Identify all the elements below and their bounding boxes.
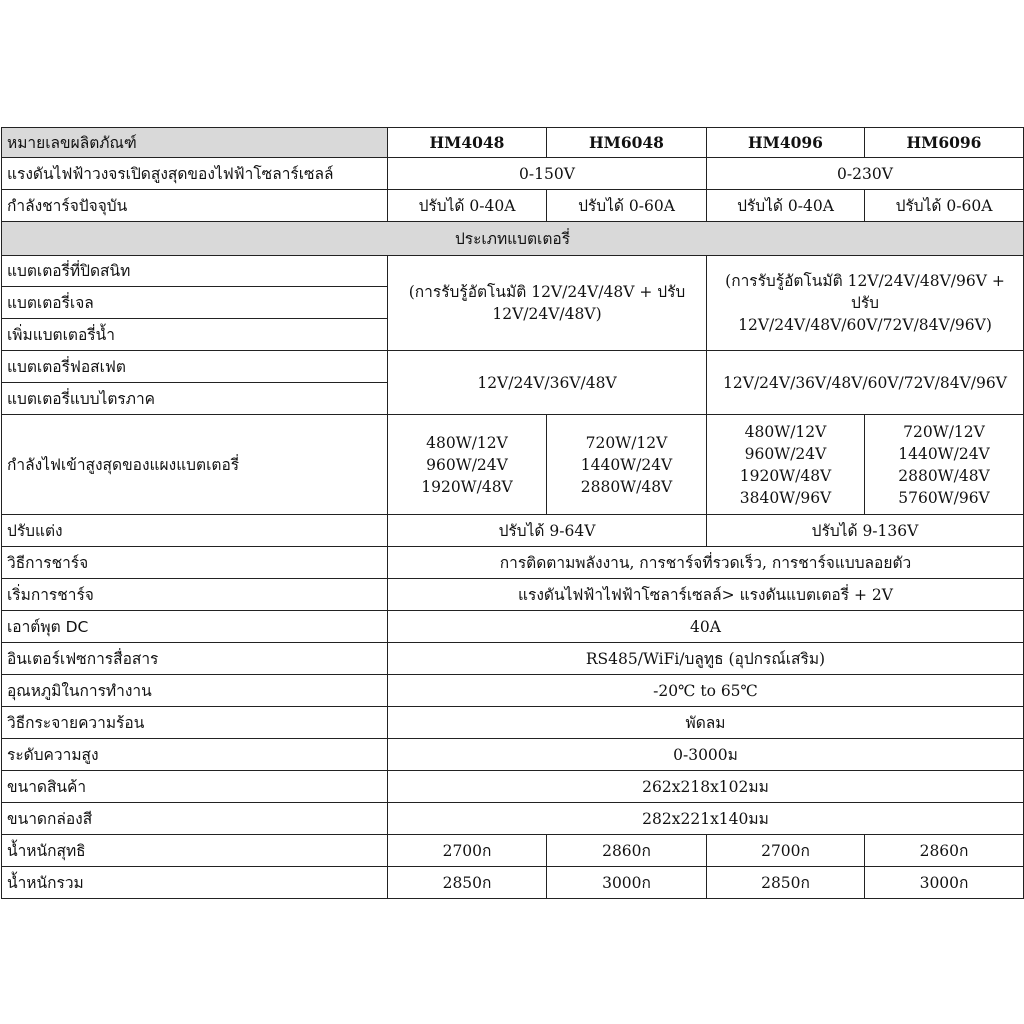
max-pv-power-hm6096 xyxy=(865,415,1024,515)
label-flooded-battery: เพิ่มแบตเตอรี่น้ำ xyxy=(2,319,388,351)
label-model: หมายเลขผลิตภัณฑ์ xyxy=(2,128,388,158)
dc-output-value: 40A xyxy=(388,611,1024,643)
max-pv-power-value: 5760W/96V xyxy=(898,488,990,507)
adjust-48: ปรับได้ 9-64V xyxy=(388,515,707,547)
lithium-voltage-96: 12V/24V/36V/48V/60V/72V/84V/96V xyxy=(707,351,1024,415)
row-sealed xyxy=(2,256,1024,287)
operating-temp-value: -20℃ to 65℃ xyxy=(388,675,1024,707)
max-pv-power-value: 720W/12V xyxy=(585,433,668,452)
row-charge-method xyxy=(2,547,1024,579)
max-pv-power-value: 3840W/96V xyxy=(739,488,832,507)
gross-weight-hm6048: 3000ก xyxy=(547,867,707,899)
label-max-pv-power: กำลังไฟเข้าสูงสุดของแผงแบตเตอรี่ xyxy=(2,415,388,515)
label-gel-battery: แบตเตอรี่เจล xyxy=(2,287,388,319)
row-altitude xyxy=(2,739,1024,771)
altitude-value: 0-3000ม xyxy=(388,739,1024,771)
product-size-value: 262x218x102มม xyxy=(388,771,1024,803)
row-adjust xyxy=(2,515,1024,547)
max-pv-power-hm4048 xyxy=(388,415,547,515)
charge-current-hm4048: ปรับได้ 0-40A xyxy=(388,190,547,222)
label-pv-voltage: แรงดันไฟฟ้าวงจรเปิดสูงสุดของไฟฟ้าโซลาร์เซลล์ xyxy=(2,158,388,190)
model-hm6048: HM6048 xyxy=(547,128,707,158)
row-cooling xyxy=(2,707,1024,739)
gross-weight-hm6096: 3000ก xyxy=(865,867,1024,899)
max-pv-power-hm6048 xyxy=(547,415,707,515)
label-charge-method: วิธีการชาร์จ xyxy=(2,547,388,579)
row-gross-weight xyxy=(2,867,1024,899)
box-size-value: 282x221x140มม xyxy=(388,803,1024,835)
max-pv-power-value: 1440W/24V xyxy=(898,444,990,463)
net-weight-hm6096: 2860ก xyxy=(865,835,1024,867)
net-weight-hm4048: 2700ก xyxy=(388,835,547,867)
charge-current-hm4096: ปรับได้ 0-40A xyxy=(707,190,865,222)
lead-voltage-96-line3: 12V/24V/48V/60V/72V/84V/96V) xyxy=(738,316,992,334)
row-battery-type-header xyxy=(2,222,1024,256)
row-charge-start xyxy=(2,579,1024,611)
gross-weight-hm4048: 2850ก xyxy=(388,867,547,899)
model-hm6096: HM6096 xyxy=(865,128,1024,158)
row-comm xyxy=(2,643,1024,675)
battery-type-header: ประเภทแบตเตอรี่ xyxy=(2,222,1024,256)
max-pv-power-value: 1920W/48V xyxy=(421,477,513,496)
label-cooling: วิธีกระจายความร้อน xyxy=(2,707,388,739)
charge-start-value: แรงดันไฟฟ้าไฟฟ้าโซลาร์เซลล์> แรงดันแบตเตอรี่ + 2V xyxy=(388,579,1024,611)
cooling-value: พัดลม xyxy=(388,707,1024,739)
net-weight-hm6048: 2860ก xyxy=(547,835,707,867)
model-hm4048: HM4048 xyxy=(388,128,547,158)
charge-method-value: การติดตามพลังงาน, การชาร์จที่รวดเร็ว, การชาร์จแบบลอยตัว xyxy=(388,547,1024,579)
max-pv-power-value: 1440W/24V xyxy=(580,455,673,474)
lead-voltage-96 xyxy=(707,256,1024,351)
max-pv-power-value: 2880W/48V xyxy=(580,477,673,496)
max-pv-power-hm4096 xyxy=(707,415,865,515)
lithium-voltage-48: 12V/24V/36V/48V xyxy=(388,351,707,415)
row-net-weight xyxy=(2,835,1024,867)
lead-voltage-96-line1: (การรับรู้อัตโนมัติ 12V/24V/48V/96V + xyxy=(725,272,1005,290)
charge-current-hm6048: ปรับได้ 0-60A xyxy=(547,190,707,222)
row-temp xyxy=(2,675,1024,707)
label-altitude: ระดับความสูง xyxy=(2,739,388,771)
label-comm-interface: อินเตอร์เฟซการสื่อสาร xyxy=(2,643,388,675)
row-pv-voltage xyxy=(2,158,1024,190)
pv-voltage-96: 0-230V xyxy=(707,158,1024,190)
label-product-size: ขนาดสินค้า xyxy=(2,771,388,803)
lead-voltage-48 xyxy=(388,256,707,351)
adjust-96: ปรับได้ 9-136V xyxy=(707,515,1024,547)
label-box-size: ขนาดกล่องสี xyxy=(2,803,388,835)
label-dc-output: เอาต์พุต DC xyxy=(2,611,388,643)
label-ternary-battery: แบตเตอรี่แบบไตรภาค xyxy=(2,383,388,415)
charge-current-hm6096: ปรับได้ 0-60A xyxy=(865,190,1024,222)
row-box xyxy=(2,803,1024,835)
max-pv-power-value: 960W/24V xyxy=(426,455,508,474)
row-lifepo4 xyxy=(2,351,1024,383)
label-net-weight: น้ำหนักสุทธิ xyxy=(2,835,388,867)
label-charge-current: กำลังชาร์จปัจจุบัน xyxy=(2,190,388,222)
max-pv-power-value: 1920W/48V xyxy=(739,466,832,485)
max-pv-power-value: 480W/12V xyxy=(744,422,827,441)
spec-table xyxy=(1,127,1024,899)
model-hm4096: HM4096 xyxy=(707,128,865,158)
label-charge-start: เริ่มการชาร์จ xyxy=(2,579,388,611)
max-pv-power-value: 720W/12V xyxy=(903,422,985,441)
row-charge-current xyxy=(2,190,1024,222)
max-pv-power-value: 480W/12V xyxy=(426,433,508,452)
lead-voltage-96-line2: ปรับ xyxy=(850,294,879,312)
label-sealed-battery: แบตเตอรี่ที่ปิดสนิท xyxy=(2,256,388,287)
gross-weight-hm4096: 2850ก xyxy=(707,867,865,899)
label-gross-weight: น้ำหนักรวม xyxy=(2,867,388,899)
comm-interface-value: RS485/WiFi/บลูทูธ (อุปกรณ์เสริม) xyxy=(388,643,1024,675)
lead-voltage-48-line2: 12V/24V/48V) xyxy=(492,305,602,323)
row-max-pv-power xyxy=(2,415,1024,515)
row-size xyxy=(2,771,1024,803)
row-model xyxy=(2,128,1024,158)
label-operating-temp: อุณหภูมิในการทำงาน xyxy=(2,675,388,707)
row-dc-output xyxy=(2,611,1024,643)
max-pv-power-value: 960W/24V xyxy=(744,444,827,463)
max-pv-power-value: 2880W/48V xyxy=(898,466,990,485)
pv-voltage-48: 0-150V xyxy=(388,158,707,190)
label-adjust: ปรับแต่ง xyxy=(2,515,388,547)
label-lifepo4-battery: แบตเตอรี่ฟอสเฟต xyxy=(2,351,388,383)
net-weight-hm4096: 2700ก xyxy=(707,835,865,867)
lead-voltage-48-line1: (การรับรู้อัตโนมัติ 12V/24V/48V + ปรับ xyxy=(408,283,686,301)
